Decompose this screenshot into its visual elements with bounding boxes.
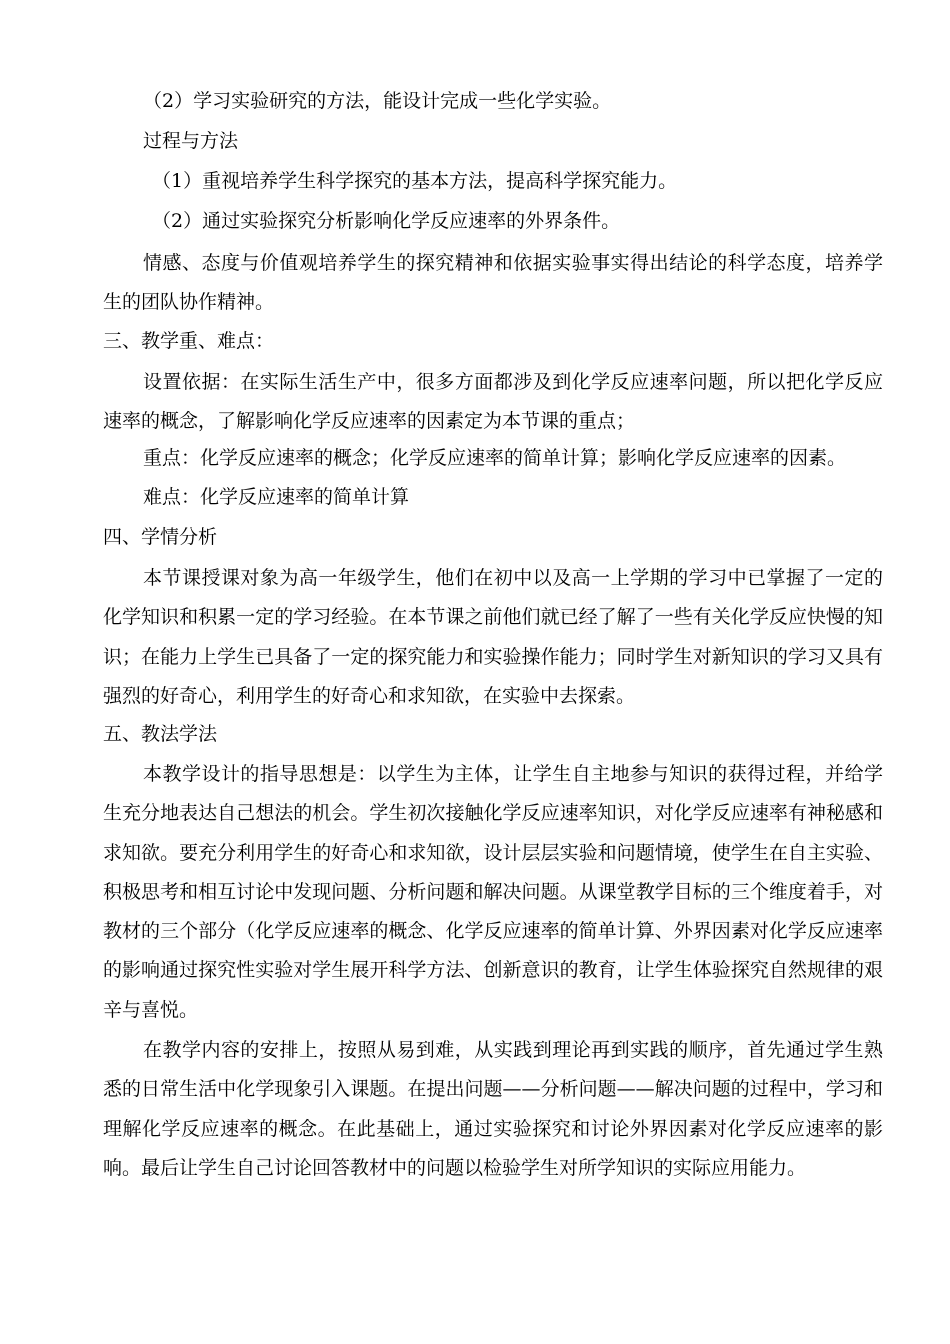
basis-paragraph [103,363,883,442]
difficulty-points: 难点：化学反应速率的简单计算 [143,486,410,508]
section-4-heading: 四、学情分析 [103,526,218,548]
objective-line-2: （2）学习实验研究的方法，能设计完成一些化学实验。 [143,90,612,112]
section-4-paragraph [103,559,883,716]
section-3-heading: 三、教学重、难点： [103,330,275,352]
emotion-paragraph [103,244,883,323]
process-item-2: （2）通过实验探究分析影响化学反应速率的外界条件。 [152,210,621,232]
section-5-paragraph-1 [103,755,883,1030]
section-5-paragraph-2-text: 在教学内容的安排上，按照从易到难，从实践到理论再到实践的顺序，首先通过学生熟悉的日常生活中化学现象引入课题。在提出问题——分析问题——解决问题的过程中，学习和理解化学反应速率的概念。在此基础上，通过实验探究和讨论外界因素对化学反应速率的影响。最后让学生自己讨论回答教材中的问题以检验学生对所学知识的实际应用能力。 [103,1039,883,1179]
basis-paragraph-text: 设置依据：在实际生活生产中，很多方面都涉及到化学反应速率问题，所以把化学反应速率的概念，了解影响化学反应速率的因素定为本节课的重点； [103,371,883,433]
process-item-1: （1）重视培养学生科学探究的基本方法，提高科学探究能力。 [152,170,678,192]
section-5-paragraph-2 [103,1031,883,1188]
emotion-paragraph-text: 情感、态度与价值观培养学生的探究精神和依据实验事实得出结论的科学态度，培养学生的团队协作精神。 [103,252,883,314]
section-4-paragraph-text: 本节课授课对象为高一年级学生，他们在初中以及高一上学期的学习中已掌握了一定的化学知识和积累一定的学习经验。在本节课之前他们就已经了解了一些有关化学反应快慢的知识；在能力上学生已具备了一定的探究能力和实验操作能力；同时学生对新知识的学习又具有强烈的好奇心，利用学生的好奇心和求知欲，在实验中去探索。 [103,567,883,707]
section-5-paragraph-1-text: 本教学设计的指导思想是：以学生为主体，让学生自主地参与知识的获得过程，并给学生充分地表达自己想法的机会。学生初次接触化学反应速率知识，对化学反应速率有神秘感和求知欲。要充分利用学生的好奇心和求知欲，设计层层实验和问题情境，使学生在自主实验、积极思考和相互讨论中发现问题、分析问题和解决问题。从课堂教学目标的三个维度着手，对教材的三个部分（化学反应速率的概念、化学反应速率的简单计算、外界因素对化学反应速率的影响通过探究性实验对学生展开科学方法、创新意识的教育，让学生体验探究自然规律的艰辛与喜悦。 [103,763,883,1021]
section-5-heading: 五、教法学法 [103,723,218,745]
process-method-heading: 过程与方法 [143,130,239,152]
key-points: 重点：化学反应速率的概念；化学反应速率的简单计算；影响化学反应速率的因素。 [143,447,847,469]
